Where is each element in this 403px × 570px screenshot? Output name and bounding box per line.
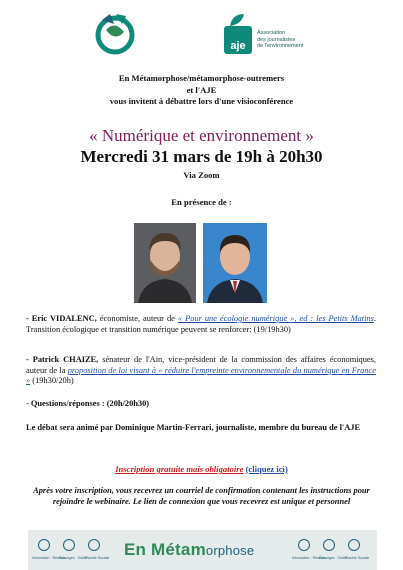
speaker-role: sénateur de l'Ain, vice-président de la commission des affaires économiques, auteur de la bbox=[26, 355, 376, 375]
information-icon bbox=[38, 539, 50, 551]
aje-logo-mark: aje bbox=[224, 26, 252, 54]
footer-brand bbox=[124, 540, 254, 560]
information-icon bbox=[298, 539, 310, 551]
footer-brand-sub: orphose bbox=[205, 543, 255, 558]
registration-text[interactable]: Inscription gratuite mais obligatoire bbox=[115, 464, 244, 474]
exchange-icon bbox=[323, 539, 335, 551]
event-title: « Numérique et environnement » bbox=[89, 126, 314, 145]
invitation-intro bbox=[0, 73, 403, 108]
footer-brand-main: En Métam bbox=[124, 540, 206, 559]
speaker-photo-chaize bbox=[203, 223, 267, 303]
moderator-text: Le débat sera animé par Dominique Martin-Ferrari, journaliste, membre du bureau de l'AJE bbox=[26, 423, 361, 432]
aje-logo-text: Association des journalistes de l'environnement bbox=[257, 30, 304, 49]
presence-heading: En présence de : bbox=[171, 197, 232, 207]
book-link[interactable]: « Pour une écologie numérique », ed : les Petits Matins bbox=[177, 314, 374, 323]
qa-item: - Questions/réponses : (20h/20h30) bbox=[26, 399, 150, 408]
speaker-photo-vidalenc bbox=[134, 223, 196, 303]
event-date: Mercredi 31 mars de 19h à 20h30 bbox=[80, 147, 323, 166]
footer-caption: Planète Sociale bbox=[85, 556, 110, 560]
event-location: Via Zoom bbox=[183, 170, 220, 180]
speaker-item bbox=[26, 355, 376, 387]
registration-link[interactable]: (cliquez ici) bbox=[245, 464, 288, 474]
aje-logo bbox=[224, 10, 334, 56]
footer-caption: Information · Réseau bbox=[32, 556, 65, 560]
intro-line-2: et l'AJE bbox=[186, 84, 217, 95]
speaker-role: économiste, auteur de bbox=[99, 314, 178, 323]
footer-banner bbox=[28, 530, 377, 570]
registration-line bbox=[0, 464, 403, 474]
speaker-topic: . Transition écologique et transition numérique peuvent se renforcer: (19/19h30) bbox=[26, 314, 376, 334]
speaker-item bbox=[26, 314, 376, 335]
speaker-topic: (19h30/20h) bbox=[30, 376, 74, 386]
footer-caption: Échanges · Outils bbox=[319, 556, 347, 560]
intro-line-3: vous invitent à débattre lors d'une visioconférence bbox=[109, 96, 294, 106]
footer-caption: Information · Réseau bbox=[292, 556, 325, 560]
registration-instructions: Après votre inscription, vous recevrez un courriel de confirmation contenant les instructions pour rejoindre le webinaire. Le lien de connexion que vous recevrez est unique et personnel bbox=[33, 486, 370, 506]
footer-caption: Planète Sociale bbox=[345, 556, 370, 560]
exchange-icon bbox=[63, 539, 75, 551]
intro-line-1: En Métamorphose/métamorphose-outremers bbox=[118, 73, 285, 83]
footer-caption: Échanges · Outils bbox=[59, 556, 87, 560]
planet-icon bbox=[348, 539, 360, 551]
speaker-name: - Eric VIDALENC, bbox=[26, 314, 100, 323]
speaker-name: - Patrick CHAIZE, bbox=[26, 355, 103, 364]
en-metamorphose-logo bbox=[92, 10, 138, 56]
law-proposal-link[interactable]: proposition de loi visant à « réduire l'empreinte environnementale du numérique en France » bbox=[26, 365, 376, 386]
planet-icon bbox=[88, 539, 100, 551]
